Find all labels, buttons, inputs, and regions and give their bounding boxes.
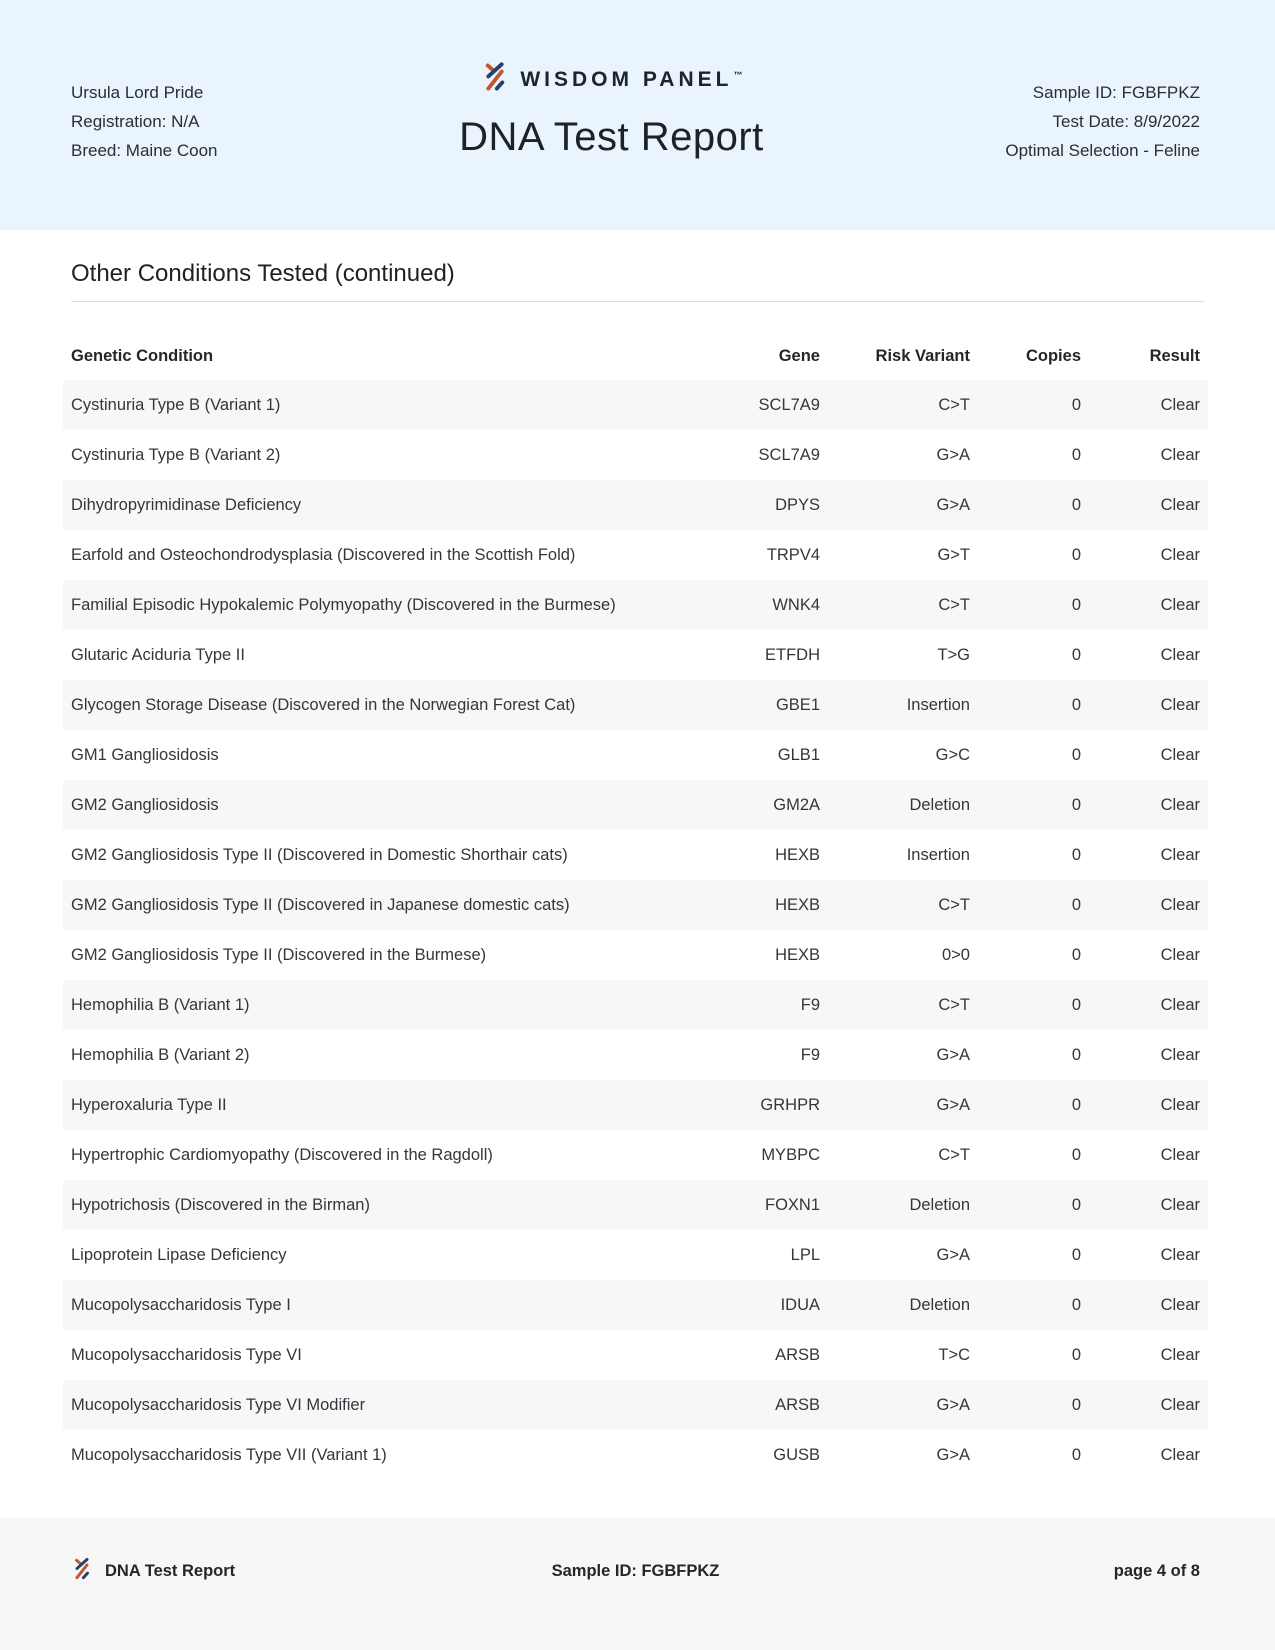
condition-cell: Dihydropyrimidinase Deficiency xyxy=(71,495,302,514)
footer-sample-id: Sample ID: FGBFPKZ xyxy=(551,1562,720,1580)
risk-variant-cell: C>T xyxy=(938,895,970,914)
table-row xyxy=(63,1430,1208,1480)
result-cell: Clear xyxy=(1160,695,1200,714)
footer-inner xyxy=(71,1556,1200,1587)
table-row xyxy=(63,430,1208,480)
result-cell: Clear xyxy=(1160,1395,1200,1414)
risk-variant-cell: C>T xyxy=(938,395,970,414)
brand-block xyxy=(459,0,764,230)
condition-cell: Cystinuria Type B (Variant 2) xyxy=(71,445,281,464)
condition-cell: GM2 Gangliosidosis Type II (Discovered in the Burmese) xyxy=(71,945,487,964)
gene-cell: ETFDH xyxy=(765,645,820,664)
condition-cell: Hypotrichosis (Discovered in the Birman) xyxy=(71,1195,370,1214)
risk-variant-cell: G>A xyxy=(936,1045,970,1064)
gene-cell: LPL xyxy=(790,1245,820,1264)
risk-variant-cell: C>T xyxy=(938,995,970,1014)
condition-cell: Glycogen Storage Disease (Discovered in the Norwegian Forest Cat) xyxy=(71,695,576,714)
copies-cell: 0 xyxy=(1071,395,1081,414)
result-cell: Clear xyxy=(1160,1145,1200,1164)
table-header-row xyxy=(63,302,1208,380)
risk-variant-cell: Deletion xyxy=(909,1295,970,1314)
table-header xyxy=(63,302,1208,380)
table-row xyxy=(63,1280,1208,1330)
table-row xyxy=(63,980,1208,1030)
risk-variant-cell: 0>0 xyxy=(942,945,970,964)
condition-cell: Earfold and Osteochondrodysplasia (Discovered in the Scottish Fold) xyxy=(71,545,576,564)
gene-cell: HEXB xyxy=(775,845,820,864)
table-row xyxy=(63,380,1208,430)
table-row xyxy=(63,930,1208,980)
section-title: Other Conditions Tested (continued) xyxy=(71,260,455,287)
gene-cell: WNK4 xyxy=(772,595,820,614)
condition-cell: Mucopolysaccharidosis Type I xyxy=(71,1295,291,1314)
condition-cell: GM2 Gangliosidosis Type II (Discovered in Domestic Shorthair cats) xyxy=(71,845,568,864)
table-row xyxy=(63,1080,1208,1130)
table-row xyxy=(63,730,1208,780)
result-cell: Clear xyxy=(1160,1445,1200,1464)
conditions-table xyxy=(63,302,1208,1480)
copies-cell: 0 xyxy=(1071,945,1081,964)
gene-cell: GRHPR xyxy=(760,1095,820,1114)
gene-cell: HEXB xyxy=(775,895,820,914)
result-cell: Clear xyxy=(1160,495,1200,514)
condition-cell: Mucopolysaccharidosis Type VII (Variant 1) xyxy=(71,1445,387,1464)
risk-variant-cell: G>A xyxy=(936,495,970,514)
pet-info-block xyxy=(71,0,217,230)
copies-cell: 0 xyxy=(1071,1395,1081,1414)
risk-variant-cell: Insertion xyxy=(906,695,970,714)
gene-cell: GLB1 xyxy=(777,745,820,764)
gene-cell: TRPV4 xyxy=(766,545,820,564)
gene-cell: SCL7A9 xyxy=(758,445,820,464)
sample-info-block xyxy=(1005,0,1200,230)
gene-cell: DPYS xyxy=(775,495,820,514)
table-row xyxy=(63,630,1208,680)
risk-variant-cell: G>A xyxy=(936,1445,970,1464)
table-row xyxy=(63,580,1208,630)
footer-page-number: page 4 of 8 xyxy=(1113,1562,1200,1580)
risk-variant-cell: C>T xyxy=(938,1145,970,1164)
risk-variant-cell: Deletion xyxy=(909,795,970,814)
condition-cell: GM2 Gangliosidosis Type II (Discovered in Japanese domestic cats) xyxy=(71,895,570,914)
result-cell: Clear xyxy=(1160,645,1200,664)
risk-variant-cell: G>A xyxy=(936,1095,970,1114)
gene-cell: GBE1 xyxy=(775,695,820,714)
table-row xyxy=(63,880,1208,930)
brand-wordmark: WISDOM PANEL xyxy=(520,67,733,91)
copies-cell: 0 xyxy=(1071,1145,1081,1164)
table-row xyxy=(63,1180,1208,1230)
gene-cell: MYBPC xyxy=(761,1145,820,1164)
risk-variant-cell: C>T xyxy=(938,595,970,614)
condition-cell: Glutaric Aciduria Type II xyxy=(71,645,245,664)
gene-cell: ARSB xyxy=(775,1345,820,1364)
gene-cell: GUSB xyxy=(773,1445,820,1464)
result-cell: Clear xyxy=(1160,545,1200,564)
result-cell: Clear xyxy=(1160,845,1200,864)
copies-cell: 0 xyxy=(1071,1195,1081,1214)
column-header-copies: Copies xyxy=(1025,347,1081,365)
condition-cell: Hyperoxaluria Type II xyxy=(71,1095,227,1114)
result-cell: Clear xyxy=(1160,1295,1200,1314)
risk-variant-cell: G>T xyxy=(937,545,970,564)
trademark-symbol: ™ xyxy=(733,69,743,80)
column-header-gene: Gene xyxy=(778,347,820,365)
risk-variant-cell: G>C xyxy=(935,745,970,764)
copies-cell: 0 xyxy=(1071,1045,1081,1064)
pet-registration: Registration: N/A xyxy=(71,112,200,131)
table-row xyxy=(63,480,1208,530)
table-row xyxy=(63,1030,1208,1080)
risk-variant-cell: T>C xyxy=(938,1345,970,1364)
risk-variant-cell: T>G xyxy=(937,645,970,664)
copies-cell: 0 xyxy=(1071,645,1081,664)
copies-cell: 0 xyxy=(1071,745,1081,764)
result-cell: Clear xyxy=(1160,1045,1200,1064)
result-cell: Clear xyxy=(1160,1095,1200,1114)
copies-cell: 0 xyxy=(1071,1245,1081,1264)
gene-cell: IDUA xyxy=(780,1295,820,1314)
column-header-risk-variant: Risk Variant xyxy=(875,347,970,365)
result-cell: Clear xyxy=(1160,745,1200,764)
risk-variant-cell: G>A xyxy=(936,1395,970,1414)
footer-left xyxy=(71,1556,552,1587)
footer-report-title: DNA Test Report xyxy=(105,1562,236,1580)
copies-cell: 0 xyxy=(1071,845,1081,864)
brand-row xyxy=(459,60,764,99)
product-name: Optimal Selection - Feline xyxy=(1005,141,1200,160)
condition-cell: Mucopolysaccharidosis Type VI Modifier xyxy=(71,1395,366,1414)
condition-cell: Lipoprotein Lipase Deficiency xyxy=(71,1245,287,1264)
copies-cell: 0 xyxy=(1071,1095,1081,1114)
table-row xyxy=(63,1380,1208,1430)
result-cell: Clear xyxy=(1160,995,1200,1014)
risk-variant-cell: G>A xyxy=(936,1245,970,1264)
pet-breed: Breed: Maine Coon xyxy=(71,141,218,160)
result-cell: Clear xyxy=(1160,445,1200,464)
table-body xyxy=(63,380,1208,1480)
column-header-genetic-condition: Genetic Condition xyxy=(71,347,214,365)
condition-cell: Hypertrophic Cardiomyopathy (Discovered in the Ragdoll) xyxy=(71,1145,493,1164)
risk-variant-cell: G>A xyxy=(936,445,970,464)
table-row xyxy=(63,1130,1208,1180)
gene-cell: SCL7A9 xyxy=(758,395,820,414)
risk-variant-cell: Insertion xyxy=(906,845,970,864)
result-cell: Clear xyxy=(1160,1195,1200,1214)
gene-cell: GM2A xyxy=(773,795,820,814)
copies-cell: 0 xyxy=(1071,495,1081,514)
gene-cell: F9 xyxy=(800,1045,820,1064)
report-title: DNA Test Report xyxy=(459,115,764,159)
brand-logo-text xyxy=(520,68,742,92)
condition-cell: Hemophilia B (Variant 2) xyxy=(71,1045,250,1064)
table-row xyxy=(63,1330,1208,1380)
table-row xyxy=(63,1230,1208,1280)
table-row xyxy=(63,530,1208,580)
result-cell: Clear xyxy=(1160,1245,1200,1264)
report-header xyxy=(0,0,1275,230)
table-row xyxy=(63,780,1208,830)
dna-helix-icon xyxy=(480,60,510,99)
condition-cell: GM2 Gangliosidosis xyxy=(71,795,219,814)
result-cell: Clear xyxy=(1160,595,1200,614)
test-date: Test Date: 8/9/2022 xyxy=(1052,112,1200,131)
sample-id: Sample ID: FGBFPKZ xyxy=(1032,83,1200,102)
copies-cell: 0 xyxy=(1071,445,1081,464)
condition-cell: Mucopolysaccharidosis Type VI xyxy=(71,1345,302,1364)
condition-cell: Hemophilia B (Variant 1) xyxy=(71,995,250,1014)
condition-cell: Cystinuria Type B (Variant 1) xyxy=(71,395,281,414)
result-cell: Clear xyxy=(1160,1345,1200,1364)
gene-cell: F9 xyxy=(800,995,820,1014)
copies-cell: 0 xyxy=(1071,695,1081,714)
dna-helix-icon xyxy=(71,1556,93,1587)
report-footer xyxy=(0,1518,1275,1650)
table-row xyxy=(63,680,1208,730)
copies-cell: 0 xyxy=(1071,1445,1081,1464)
result-cell: Clear xyxy=(1160,795,1200,814)
column-header-result: Result xyxy=(1149,347,1200,365)
condition-cell: Familial Episodic Hypokalemic Polymyopathy (Discovered in the Burmese) xyxy=(71,595,616,614)
copies-cell: 0 xyxy=(1071,1345,1081,1364)
copies-cell: 0 xyxy=(1071,1295,1081,1314)
copies-cell: 0 xyxy=(1071,545,1081,564)
copies-cell: 0 xyxy=(1071,795,1081,814)
copies-cell: 0 xyxy=(1071,895,1081,914)
pet-name: Ursula Lord Pride xyxy=(71,83,204,102)
copies-cell: 0 xyxy=(1071,995,1081,1014)
result-cell: Clear xyxy=(1160,895,1200,914)
table-row xyxy=(63,830,1208,880)
risk-variant-cell: Deletion xyxy=(909,1195,970,1214)
result-cell: Clear xyxy=(1160,945,1200,964)
gene-cell: FOXN1 xyxy=(764,1195,820,1214)
gene-cell: HEXB xyxy=(775,945,820,964)
condition-cell: GM1 Gangliosidosis xyxy=(71,745,219,764)
gene-cell: ARSB xyxy=(775,1395,820,1414)
copies-cell: 0 xyxy=(1071,595,1081,614)
result-cell: Clear xyxy=(1160,395,1200,414)
